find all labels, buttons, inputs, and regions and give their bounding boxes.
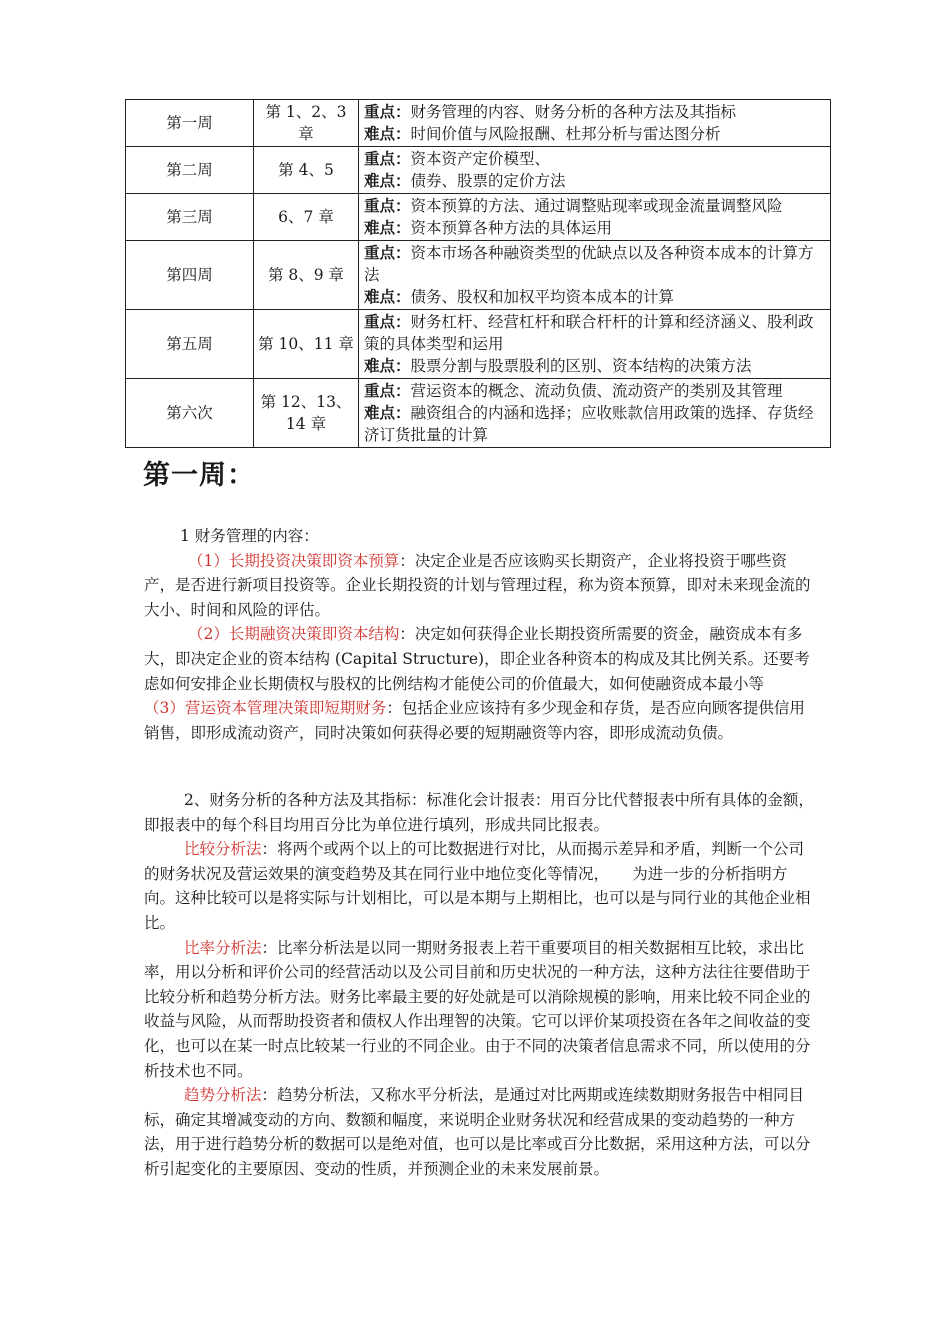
difficulty-text: 股票分割与股票股利的区别、资本结构的决策方法 <box>410 357 752 375</box>
focus-cell <box>359 147 831 194</box>
term-label: （3）营运资本管理决策即短期财务 <box>144 699 387 718</box>
difficulty-label: 难点： <box>364 356 411 375</box>
key-text: 资本资产定价模型、 <box>410 150 551 168</box>
paragraph-ratio-method <box>144 936 816 1084</box>
method-label: 比较分析法 <box>184 840 262 859</box>
method-label: 趋势分析法 <box>184 1086 262 1105</box>
paragraph-long-term-investment <box>144 549 816 623</box>
table-row <box>126 241 831 310</box>
key-text: 资本预算的方法、通过调整贴现率或现金流量调整风险 <box>410 197 783 215</box>
schedule-table <box>125 99 831 448</box>
difficulty-text: 债务、股权和加权平均资本成本的计算 <box>410 288 675 306</box>
focus-cell <box>359 310 831 379</box>
key-label: 重点： <box>364 149 411 168</box>
table-row <box>126 310 831 379</box>
focus-cell <box>359 194 831 241</box>
focus-cell <box>359 100 831 147</box>
term-text: ：决定如何获得企业长期投资所需要的资金，融资成本有多大，即决定企业的资本结构 (Capital Structure)，即企业各种资本的构成及其比例关系。还要考虑如何安排企业长期债权与股权的比例结构才能使公司的价值最大，如何使融资成本最小等 <box>144 625 810 693</box>
key-label: 重点： <box>364 102 411 121</box>
method-text: ：将两个或两个以上的可比数据进行对比，从而揭示差异和矛盾，判断一个公司的财务状况及营运效果的演变趋势及其在同行业中地位变化等情况， 为进一步的分析指明方向。这种比较可以是将实际与计划相比，可以是本期与上期相比，也可以是与同行业的其他企业相比。 <box>144 840 811 932</box>
key-label: 重点： <box>364 312 411 331</box>
paragraph-long-term-financing <box>144 622 816 696</box>
key-label: 重点： <box>364 196 411 215</box>
paragraph-intro: 2、财务分析的各种方法及其指标：标准化会计报表：用百分比代替报表中所有具体的金额，即报表中的每个科目均用百分比为单位进行填列，形成共同比报表。 <box>144 791 814 834</box>
difficulty-label: 难点： <box>364 287 411 306</box>
week-cell: 第二周 <box>126 147 254 194</box>
paragraph-working-capital <box>144 696 816 745</box>
term-text: ：决定企业是否应该购买长期资产，企业将投资于哪些资产，是否进行新项目投资等。企业长期投资的计划与管理过程，称为资本预算，即对未来现金流的大小、时间和风险的评估。 <box>144 551 811 619</box>
table-row <box>126 379 831 448</box>
week-cell: 第六次 <box>126 379 254 448</box>
week-cell: 第一周 <box>126 100 254 147</box>
table-row <box>126 194 831 241</box>
section-financial-management <box>144 524 816 745</box>
section-heading: 第一周： <box>143 460 255 491</box>
method-label: 比率分析法 <box>184 938 262 957</box>
difficulty-text: 债券、股票的定价方法 <box>410 172 566 190</box>
difficulty-text: 资本预算各种方法的具体运用 <box>410 219 613 237</box>
term-label: （1）长期投资决策即资本预算 <box>188 551 400 570</box>
difficulty-text: 时间价值与风险报酬、杜邦分析与雷达图分析 <box>410 125 721 143</box>
difficulty-label: 难点： <box>364 218 411 237</box>
paragraph-comparison-method <box>144 837 816 935</box>
key-text: 资本市场各种融资类型的优缺点以及各种资本成本的计算方法 <box>364 244 814 284</box>
key-label: 重点： <box>364 381 411 400</box>
table-row <box>126 147 831 194</box>
difficulty-label: 难点： <box>364 171 411 190</box>
chapters-cell: 第 10、11 章 <box>254 310 359 379</box>
term-label: （2）长期融资决策即资本结构 <box>188 625 400 644</box>
key-text: 营运资本的概念、流动负债、流动资产的类别及其管理 <box>410 382 783 400</box>
difficulty-label: 难点： <box>364 124 411 143</box>
term-text: ：包括企业应该持有多少现金和存货，是否应向顾客提供信用销售，即形成流动资产，同时决策如何获得必要的短期融资等内容，即形成流动负债。 <box>144 699 805 742</box>
paragraph-trend-method <box>144 1083 816 1181</box>
difficulty-text: 融资组合的内涵和选择；应收账款信用政策的选择、存货经济订货批量的计算 <box>364 404 814 444</box>
key-text: 财务管理的内容、财务分析的各种方法及其指标 <box>410 103 737 121</box>
section-financial-analysis <box>144 788 816 1182</box>
focus-cell <box>359 379 831 448</box>
difficulty-label: 难点： <box>364 403 411 422</box>
focus-cell <box>359 241 831 310</box>
key-text: 财务杠杆、经营杠杆和联合杆杆的计算和经济涵义、股利政策的具体类型和运用 <box>364 313 814 353</box>
week-cell: 第五周 <box>126 310 254 379</box>
chapters-cell: 第 4、5 <box>254 147 359 194</box>
key-label: 重点： <box>364 243 411 262</box>
chapters-cell: 6、7 章 <box>254 194 359 241</box>
week-cell: 第四周 <box>126 241 254 310</box>
chapters-cell: 第 1、2、3 章 <box>254 100 359 147</box>
week-cell: 第三周 <box>126 194 254 241</box>
section-title: 1 财务管理的内容： <box>180 527 319 545</box>
chapters-cell: 第 12、13、14 章 <box>254 379 359 448</box>
method-text: ：比率分析法是以同一期财务报表上若干重要项目的相关数据相互比较，求出比率，用以分析和评价公司的经营活动以及公司目前和历史状况的一种方法，这种方法往往要借助于比较分析和趋势分析方法。财务比率最主要的好处就是可以消除规模的影响，用来比较不同企业的收益与风险，从而帮助投资者和债权人作出理智的决策。它可以评价某项投资在各年之间收益的变化，也可以在某一时点比较某一行业的不同企业。由于不同的决策者信息需求不同，所以使用的分析技术也不同。 <box>144 938 811 1080</box>
method-text: ：趋势分析法，又称水平分析法，是通过对比两期或连续数期财务报告中相同目标，确定其增减变动的方向、数额和幅度，来说明企业财务状况和经营成果的变动趋势的一种方法，用于进行趋势分析的数据可以是绝对值，也可以是比率或百分比数据，采用这种方法，可以分析引起变化的主要原因、变动的性质，并预测企业的未来发展前景。 <box>144 1086 811 1178</box>
chapters-cell: 第 8、9 章 <box>254 241 359 310</box>
table-row <box>126 100 831 147</box>
